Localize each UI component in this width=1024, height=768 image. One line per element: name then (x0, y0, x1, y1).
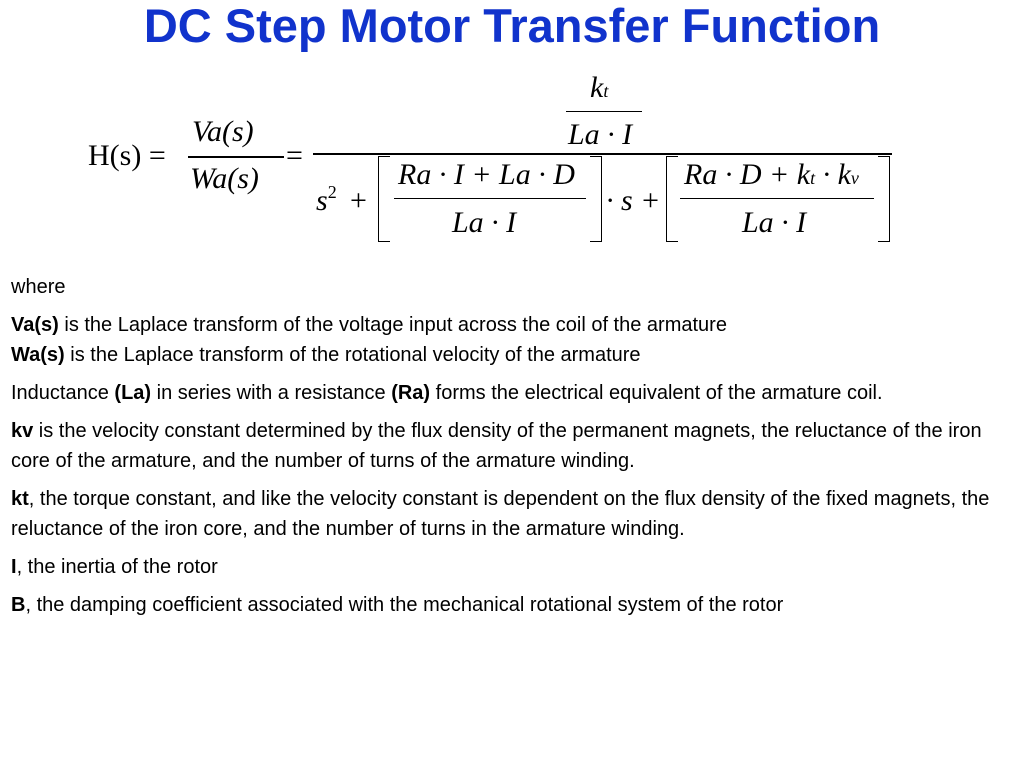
wa-definition: Wa(s) is the Laplace transform of the rotational velocity of the armature (11, 344, 641, 366)
kt-definition: kt, the torque constant, and like the velocity constant is dependent on the flux density of the fixed magnets, the reluctance of the iron core, and the number of turns in the armature winding. (11, 488, 990, 540)
definitions-text (11, 272, 1011, 628)
eq-main-fraction-bar (313, 153, 892, 155)
kv-definition: kv is the velocity constant determined by the flux density of the permanent magnets, the reluctance of the iron core of the armature, and the number of turns of the armature winding. (11, 420, 982, 472)
eq-bracket-1-right (590, 156, 602, 242)
eq-ratio-numerator: Va(s) (192, 115, 254, 148)
eq-bracket-2-left (666, 156, 678, 242)
va-definition: Va(s) is the Laplace transform of the voltage input across the coil of the armature (11, 314, 727, 336)
damping-definition: B, the damping coefficient associated with the mechanical rotational system of the rotor (11, 594, 784, 616)
eq-bracket-1-bar (394, 198, 586, 199)
inductance-definition: Inductance (La) in series with a resistance (Ra) forms the electrical equivalent of the armature coil. (11, 382, 883, 404)
eq-top-numerator: kt (590, 71, 609, 104)
slide-title: DC Step Motor Transfer Function (143, 0, 881, 52)
eq-s-squared: $s^2$ (316, 182, 337, 217)
eq-equals: = (286, 139, 303, 172)
eq-lhs: H(s) = (88, 139, 166, 172)
where-label: where (11, 276, 66, 298)
eq-bracket-1-left (378, 156, 390, 242)
eq-top-inner-bar (566, 111, 642, 112)
eq-dot-s-plus: · s + (606, 184, 661, 217)
inertia-definition: I, the inertia of the rotor (11, 556, 218, 578)
eq-ratio-fraction-bar (188, 156, 284, 158)
eq-ratio-denominator: Wa(s) (190, 162, 259, 195)
eq-bracket-2-bar (680, 198, 874, 199)
eq-bracket-2-denominator: La · I (742, 206, 807, 239)
eq-plus: + (350, 184, 367, 217)
eq-top-denominator: La · I (568, 118, 633, 151)
eq-bracket-2-right (878, 156, 890, 242)
eq-bracket-1-denominator: La · I (452, 206, 517, 239)
eq-bracket-2-numerator: Ra · D + kt · kv (684, 158, 859, 191)
eq-bracket-1-numerator: Ra · I + La · D (398, 158, 575, 191)
